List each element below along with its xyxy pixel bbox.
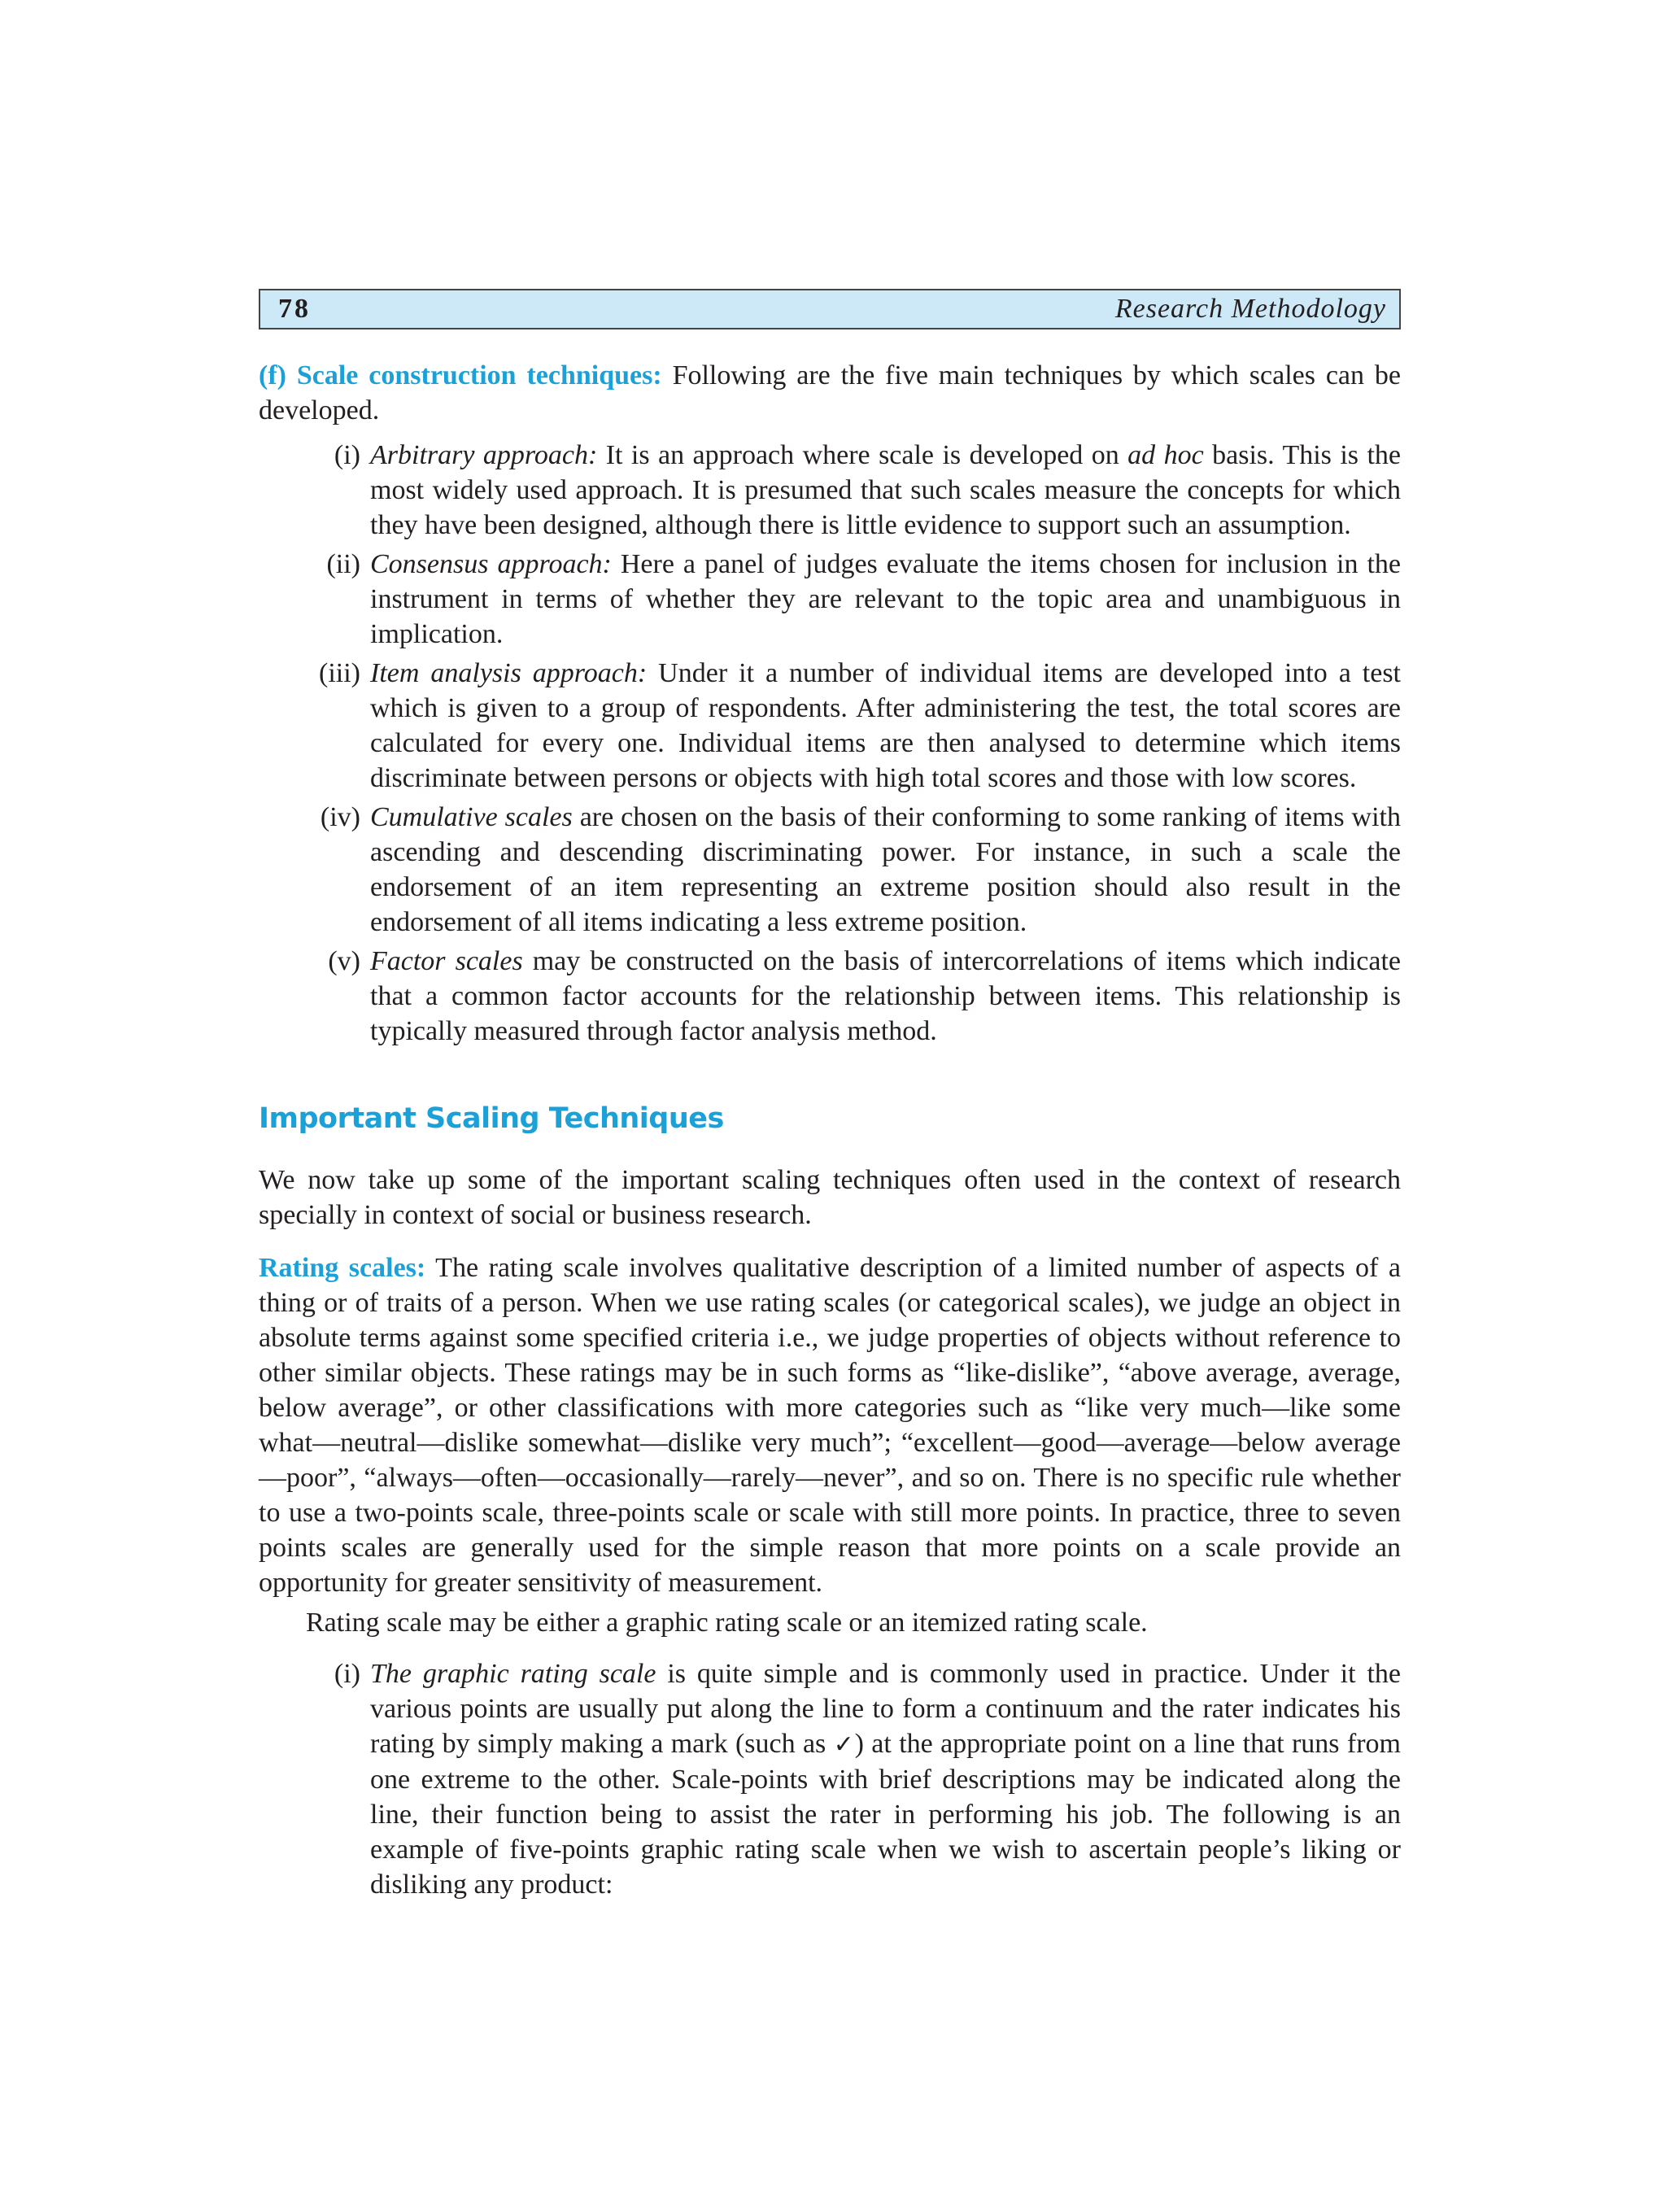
list-body bbox=[370, 944, 1401, 1049]
text-segment: Under it a number of individual items are developed into a test which is given to a group of respondents. After administering the test, the total scores are calculated for every one. Individual items are then analysed to determine which items discriminate between persons or objects with high total scores and those with low scores. bbox=[370, 658, 1401, 793]
rating-types-paragraph: Rating scale may be either a graphic rating scale or an itemized rating scale. bbox=[306, 1608, 1148, 1638]
techniques-list bbox=[259, 438, 1401, 1049]
paragraph-rating-scales bbox=[259, 1250, 1401, 1600]
text-segment: may be constructed on the basis of intercorrelations of items which indicate that a common factor accounts for the relationship between items. This relationship is typically measured through factor analysis method. bbox=[370, 946, 1401, 1046]
text-segment: basis. This is the most widely used approach. It is presumed that such scales measure the concepts for which they have been designed, although there is little evidence to support such an assumption. bbox=[370, 440, 1401, 540]
text-segment: is quite simple and is commonly used in practice. Under it the various points are usually put along the line to form a continuum and the rater indicates his rating by simply making a mark (such as bbox=[370, 1659, 1401, 1759]
list-body bbox=[370, 547, 1401, 652]
list-item-arbitrary bbox=[259, 438, 1401, 543]
scale-construction-text: Following are the five main techniques by which scales can be developed. bbox=[259, 360, 1401, 425]
list-number: (v) bbox=[328, 946, 360, 976]
term-consensus: Consensus approach: bbox=[370, 549, 612, 579]
list-body bbox=[370, 1656, 1401, 1902]
section-heading: Important Scaling Techniques bbox=[259, 1102, 724, 1135]
list-item-graphic-rating bbox=[259, 1656, 1401, 1902]
intro-paragraph: We now take up some of the important scaling techniques often used in the context of research specially in context of social or business research. bbox=[259, 1165, 1401, 1230]
term-item-analysis: Item analysis approach: bbox=[370, 658, 648, 688]
rating-types-list bbox=[259, 1656, 1401, 1902]
page-number: 78 bbox=[278, 294, 311, 324]
term-graphic-rating: The graphic rating scale bbox=[370, 1659, 656, 1689]
text-segment: It is an approach where scale is developed on bbox=[597, 440, 1128, 470]
term-cumulative: Cumulative scales bbox=[370, 802, 573, 832]
list-number: (i) bbox=[334, 440, 360, 470]
lead-in-rating-scales: Rating scales: bbox=[259, 1253, 426, 1283]
list-item-cumulative bbox=[259, 800, 1401, 940]
text-segment: ) at the appropriate point on a line that runs from one extreme to the other. Scale-points with brief descriptions may be indicated along the line, their function being to assist the rater in performing his job. The following is an example of five-points graphic rating scale when we wish to ascertain people’s liking or disliking any product: bbox=[370, 1729, 1401, 1900]
lead-in-scale-construction: (f) Scale construction techniques: bbox=[259, 360, 662, 390]
list-number: (ii) bbox=[326, 549, 360, 579]
text-segment: are chosen on the basis of their conforming to some ranking of items with ascending and descending discriminating power. For instance, in such a scale the endorsement of an item representing an extreme position should also result in the endorsement of all items indicating a less extreme position. bbox=[370, 802, 1402, 937]
list-item-item-analysis bbox=[259, 656, 1401, 796]
list-body bbox=[370, 438, 1401, 543]
term-factor: Factor scales bbox=[370, 946, 523, 976]
running-header bbox=[259, 289, 1401, 329]
checkmark-icon: ✓ bbox=[833, 1730, 855, 1759]
list-item-consensus bbox=[259, 547, 1401, 652]
list-number: (iii) bbox=[319, 658, 360, 688]
page-body bbox=[259, 358, 1401, 1902]
list-body bbox=[370, 656, 1401, 796]
list-number: (i) bbox=[334, 1659, 360, 1689]
list-body bbox=[370, 800, 1401, 940]
text-segment: Here a panel of judges evaluate the items chosen for inclusion in the instrument in terms of whether they are relevant to the topic area and unambiguous in implication. bbox=[370, 549, 1401, 649]
paragraph-scale-construction bbox=[259, 358, 1401, 428]
rating-scales-text: The rating scale involves qualitative description of a limited number of aspects of a thing or of traits of a person. When we use rating scales (or categorical scales), we judge an object in absolute terms against some specified criteria i.e., we judge properties of objects without reference to other similar objects. These ratings may be in such forms as “like-dislike”, “above average, average, below average”, or other classifications with more categories such as “like very much—like some what—neutral—dislike somewhat—dislike very much”; “excellent—good—average—below average—poor”, “always—often—occasionally—rarely—never”, and so on. There is no specific rule whether to use a two-points scale, three-points scale or scale with still more points. In practice, three to seven points scales are generally used for the simple reason that more points on a scale provide an opportunity for greater sensitivity of measurement. bbox=[259, 1253, 1401, 1598]
term-arbitrary: Arbitrary approach: bbox=[370, 440, 598, 470]
list-number: (iv) bbox=[320, 802, 360, 832]
running-title: Research Methodology bbox=[1114, 294, 1386, 324]
list-item-factor bbox=[259, 944, 1401, 1049]
em-ad-hoc: ad hoc bbox=[1127, 440, 1204, 470]
